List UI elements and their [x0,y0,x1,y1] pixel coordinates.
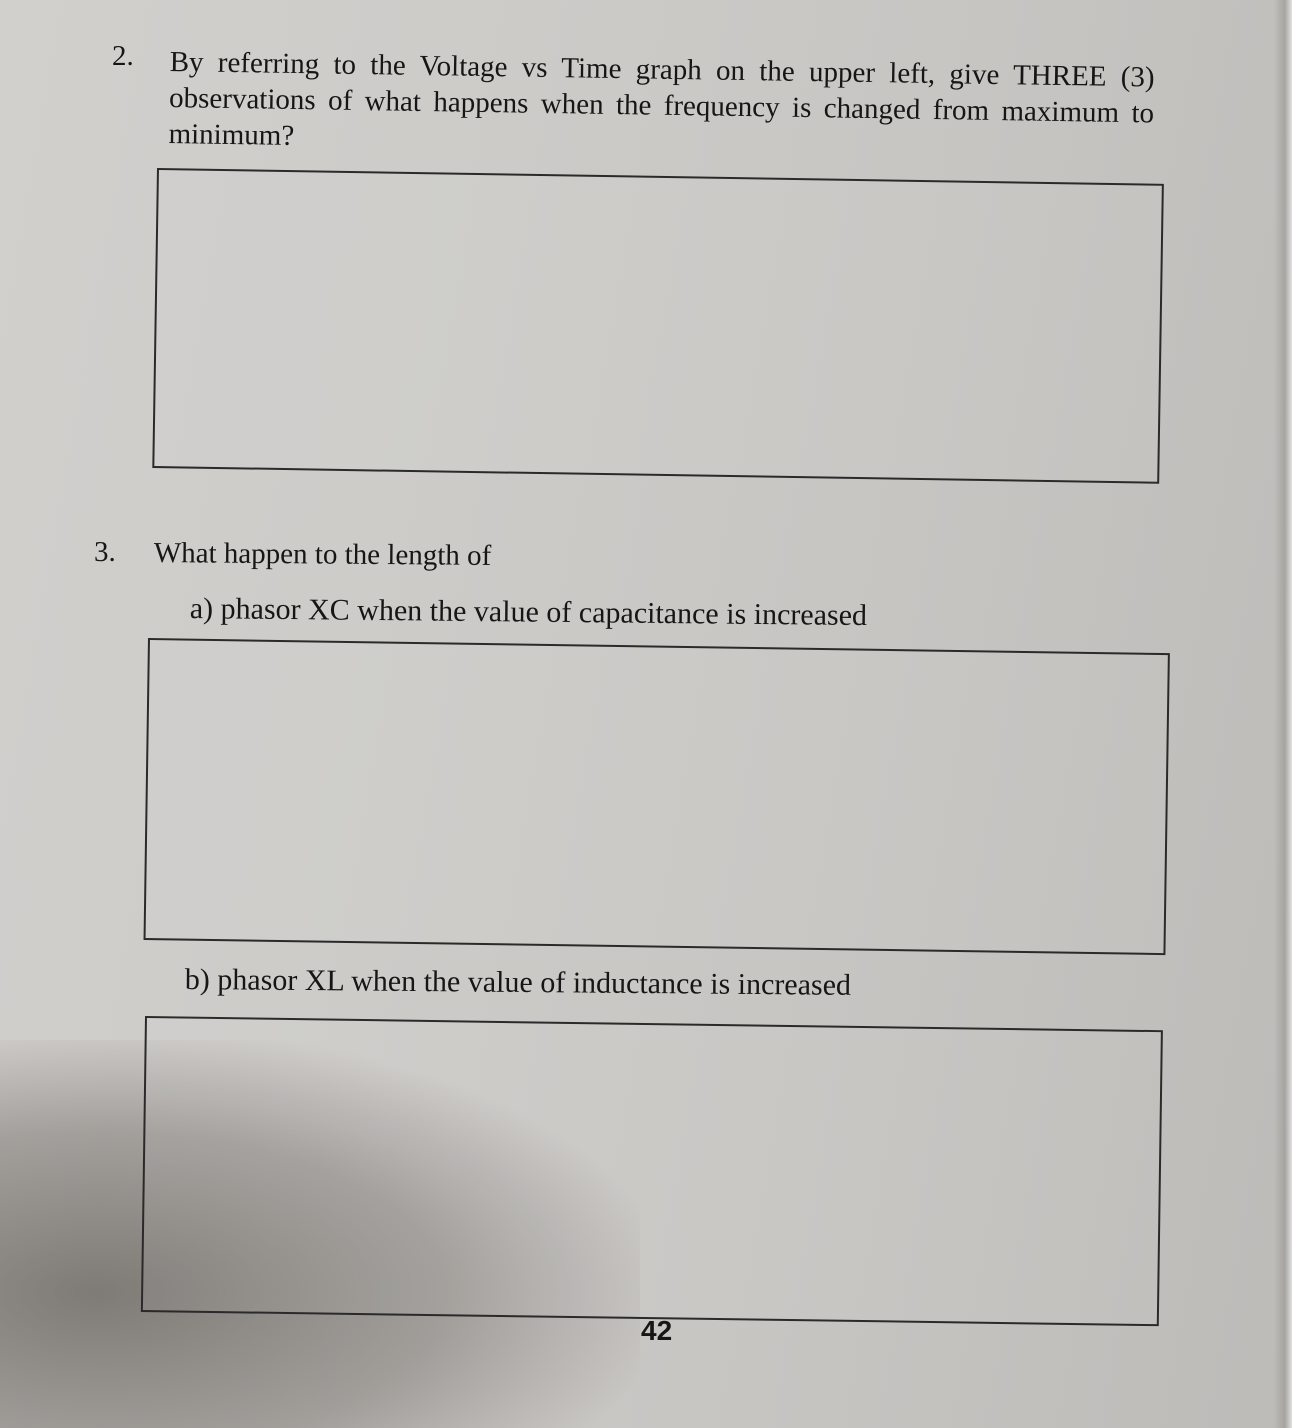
paper-edge [1274,0,1292,1428]
question-3-text: What happen to the length of [153,536,492,572]
question-3b-answer-box[interactable] [141,1016,1163,1326]
page-number: 42 [641,1315,673,1346]
question-2-answer-box[interactable] [152,168,1164,484]
question-3a-answer-box[interactable] [144,638,1170,955]
question-2-number: 2. [112,40,134,72]
question-3b-label: b) phasor XL when the value of inductance is increased [184,963,852,1002]
question-3a-label: a) phasor XC when the value of capacitance is increased [189,592,868,633]
question-3-number: 3. [94,536,116,568]
question-2-text: By referring to the Voltage vs Time graph on the upper left, give THREE (3) observations of what happens when the frequency is changed from maximum to minimum? [168,45,1155,152]
